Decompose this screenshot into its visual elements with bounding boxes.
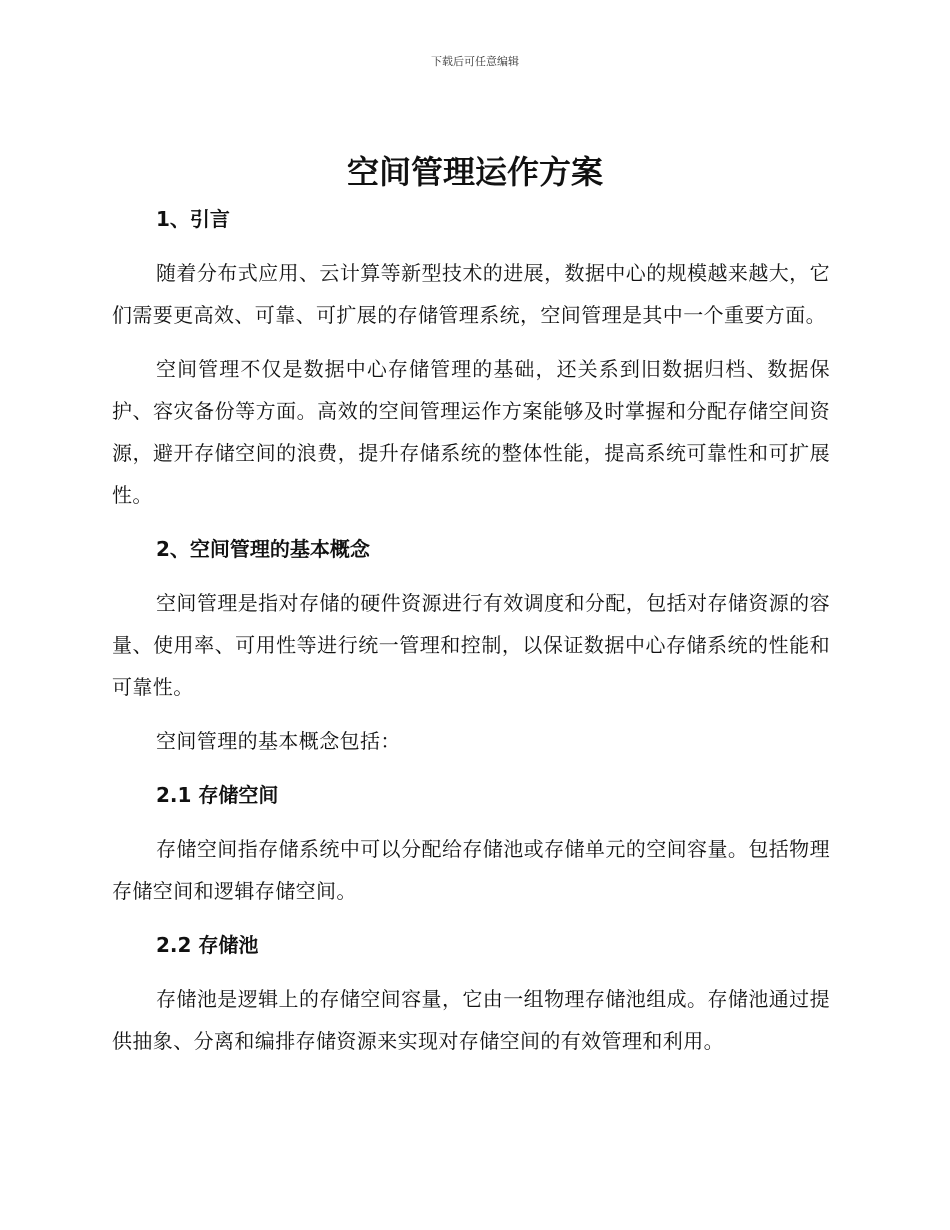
paragraph-storage-space: 存储空间指存储系统中可以分配给存储池或存储单元的空间容量。包括物理存储空间和逻辑存储空间。 — [112, 837, 830, 903]
paragraph-introduction-1: 随着分布式应用、云计算等新型技术的进展，数据中心的规模越来越大，它们需要更高效、可靠、可扩展的存储管理系统，空间管理是其中一个重要方面。 — [112, 261, 830, 327]
section-heading-basic-concepts: 2、空间管理的基本概念 — [156, 537, 370, 561]
section-heading-introduction: 1、引言 — [156, 207, 230, 231]
document-body — [112, 198, 830, 1062]
subsection-heading-storage-pool: 2.2 存储池 — [156, 933, 259, 957]
subsection-heading-storage-space: 2.1 存储空间 — [156, 783, 279, 807]
paragraph-introduction-2: 空间管理不仅是数据中心存储管理的基础，还关系到旧数据归档、数据保护、容灾备份等方面。高效的空间管理运作方案能够及时掌握和分配存储空间资源，避开存储空间的浪费，提升存储系统的整体性能，提高系统可靠性和可扩展性。 — [112, 357, 830, 507]
page-header-note: 下载后可任意编辑 — [431, 55, 519, 68]
document-title: 空间管理运作方案 — [346, 153, 603, 191]
paragraph-basic-concepts-2: 空间管理的基本概念包括： — [156, 729, 401, 753]
paragraph-basic-concepts-1: 空间管理是指对存储的硬件资源进行有效调度和分配，包括对存储资源的容量、使用率、可用性等进行统一管理和控制，以保证数据中心存储系统的性能和可靠性。 — [112, 591, 830, 699]
paragraph-storage-pool: 存储池是逻辑上的存储空间容量，它由一组物理存储池组成。存储池通过提供抽象、分离和编排存储资源来实现对存储空间的有效管理和利用。 — [112, 987, 830, 1053]
